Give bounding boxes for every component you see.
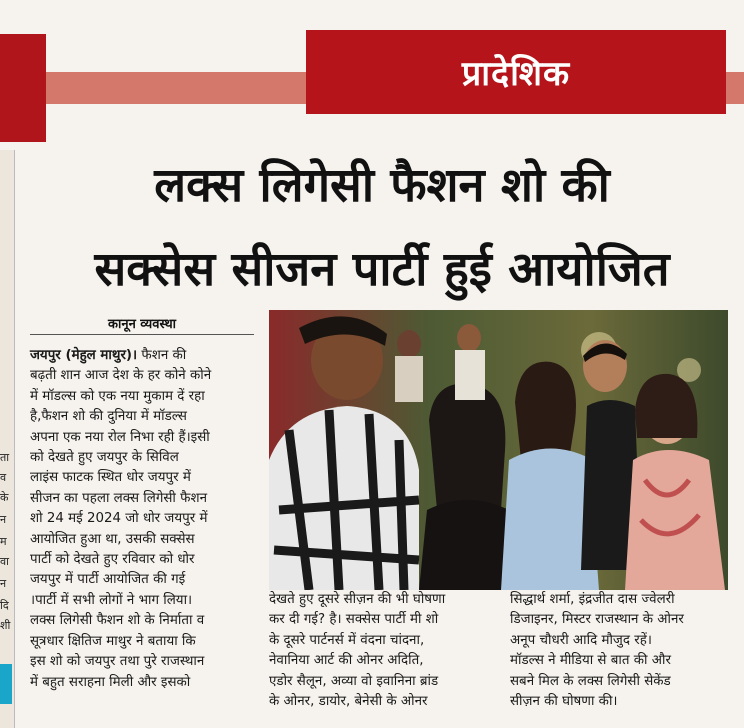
section-label: प्रादेशिक xyxy=(461,54,571,94)
left-page-strip xyxy=(0,150,15,728)
left-fragment: के xyxy=(0,491,9,504)
text-line: देखते हुए दूसरे सीज़न की भी घोषणा xyxy=(269,592,446,607)
text-line: अपना एक नया रोल निभा रही हैं।इसी xyxy=(30,429,210,445)
left-fragment: शी xyxy=(0,619,11,632)
left-red-block xyxy=(0,34,46,142)
event-photo xyxy=(269,310,728,590)
text-line: शो 24 मई 2024 जो धोर जयपुर में xyxy=(30,511,208,527)
text-line: सीज़न की घोषणा की। xyxy=(510,694,618,710)
section-label-box xyxy=(306,30,726,114)
left-fragment: ता xyxy=(0,451,10,464)
text-line: अनूप चौधरी आदि मौजुद रहें। xyxy=(510,632,652,648)
text-line: लक्स लिगेसी फैशन शो के निर्माता व xyxy=(30,613,205,629)
byline: कानून व्यवस्था xyxy=(108,317,176,332)
article-column-1 xyxy=(30,346,256,693)
left-fragment: वा xyxy=(0,555,9,568)
article-column-2 xyxy=(269,590,495,712)
headline-line-1: लक्स लिगेसी फैशन शो की xyxy=(154,158,610,213)
left-fragment: म xyxy=(0,535,7,548)
dateline: जयपुर (मेहुल माथुर)। xyxy=(30,348,138,363)
left-fragment: न xyxy=(0,513,7,526)
text-line: के ओनर, डायोर, बेनेसी के ओनर xyxy=(269,694,428,710)
text-line: सीजन का पहला लक्स लिगेसी फैशन xyxy=(30,490,208,506)
text-line: सबने मिल के लक्स लिगेसी सेकेंड xyxy=(510,673,671,689)
byline-rule xyxy=(30,334,254,335)
text-line: को देखते हुए जयपुर के सिविल xyxy=(30,450,179,466)
text-line: के दूसरे पार्टनर्स में वंदना चांदना, xyxy=(269,632,425,648)
cyan-marker xyxy=(0,664,12,704)
text-line: में बहुत सराहना मिली और इसको xyxy=(30,674,191,690)
text-line: जयपुर में पार्टी आयोजित की गई xyxy=(30,572,186,588)
left-fragment: व xyxy=(0,471,7,484)
text-line: आयोजित हुआ था, उसकी सक्सेस xyxy=(30,531,195,547)
text-line: मॉडल्स ने मीडिया से बात की और xyxy=(510,653,671,669)
article-column-3 xyxy=(510,590,732,712)
text-line: नेवानिया आर्ट की ओनर अदिति, xyxy=(269,653,424,669)
left-fragment: दि xyxy=(0,599,9,612)
text-line: डिजाइनर, मिस्टर राजस्थान के ओनर xyxy=(510,612,684,628)
text-line: ।पार्टी में सभी लोगों ने भाग लिया। xyxy=(30,592,193,608)
text-line: एडोर सैलून, अव्या वो इवानिना ब्रांड xyxy=(269,673,439,689)
text-line: लाइंस फाटक स्थित धोर जयपुर में xyxy=(30,470,191,486)
text-line: बढ़ती शान आज देश के हर कोने कोने xyxy=(30,368,212,384)
text-line: पार्टी को देखते हुए रविवार को धोर xyxy=(30,552,195,568)
photo-illustration xyxy=(269,310,728,590)
left-fragment: न xyxy=(0,577,7,590)
text-line: सूत्रधार क्षितिज माथुर ने बताया कि xyxy=(30,633,196,649)
text-line: फैशन की xyxy=(141,348,187,363)
text-line: है,फैशन शो की दुनिया में मॉडल्स xyxy=(30,409,187,425)
text-line: इस शो को जयपुर तथा पुरे राजस्थान xyxy=(30,654,205,670)
text-line: सिद्धार्थ शर्मा, इंद्रजीत दास ज्वेलरी xyxy=(510,592,675,607)
text-line: में मॉडल्स को एक नया मुकाम दें रहा xyxy=(30,388,205,404)
headline-line-2: सक्सेस सीजन पार्टी हुई आयोजित xyxy=(94,242,670,297)
text-line: कर दी गई? है। सक्सेस पार्टी मी शो xyxy=(269,612,439,628)
